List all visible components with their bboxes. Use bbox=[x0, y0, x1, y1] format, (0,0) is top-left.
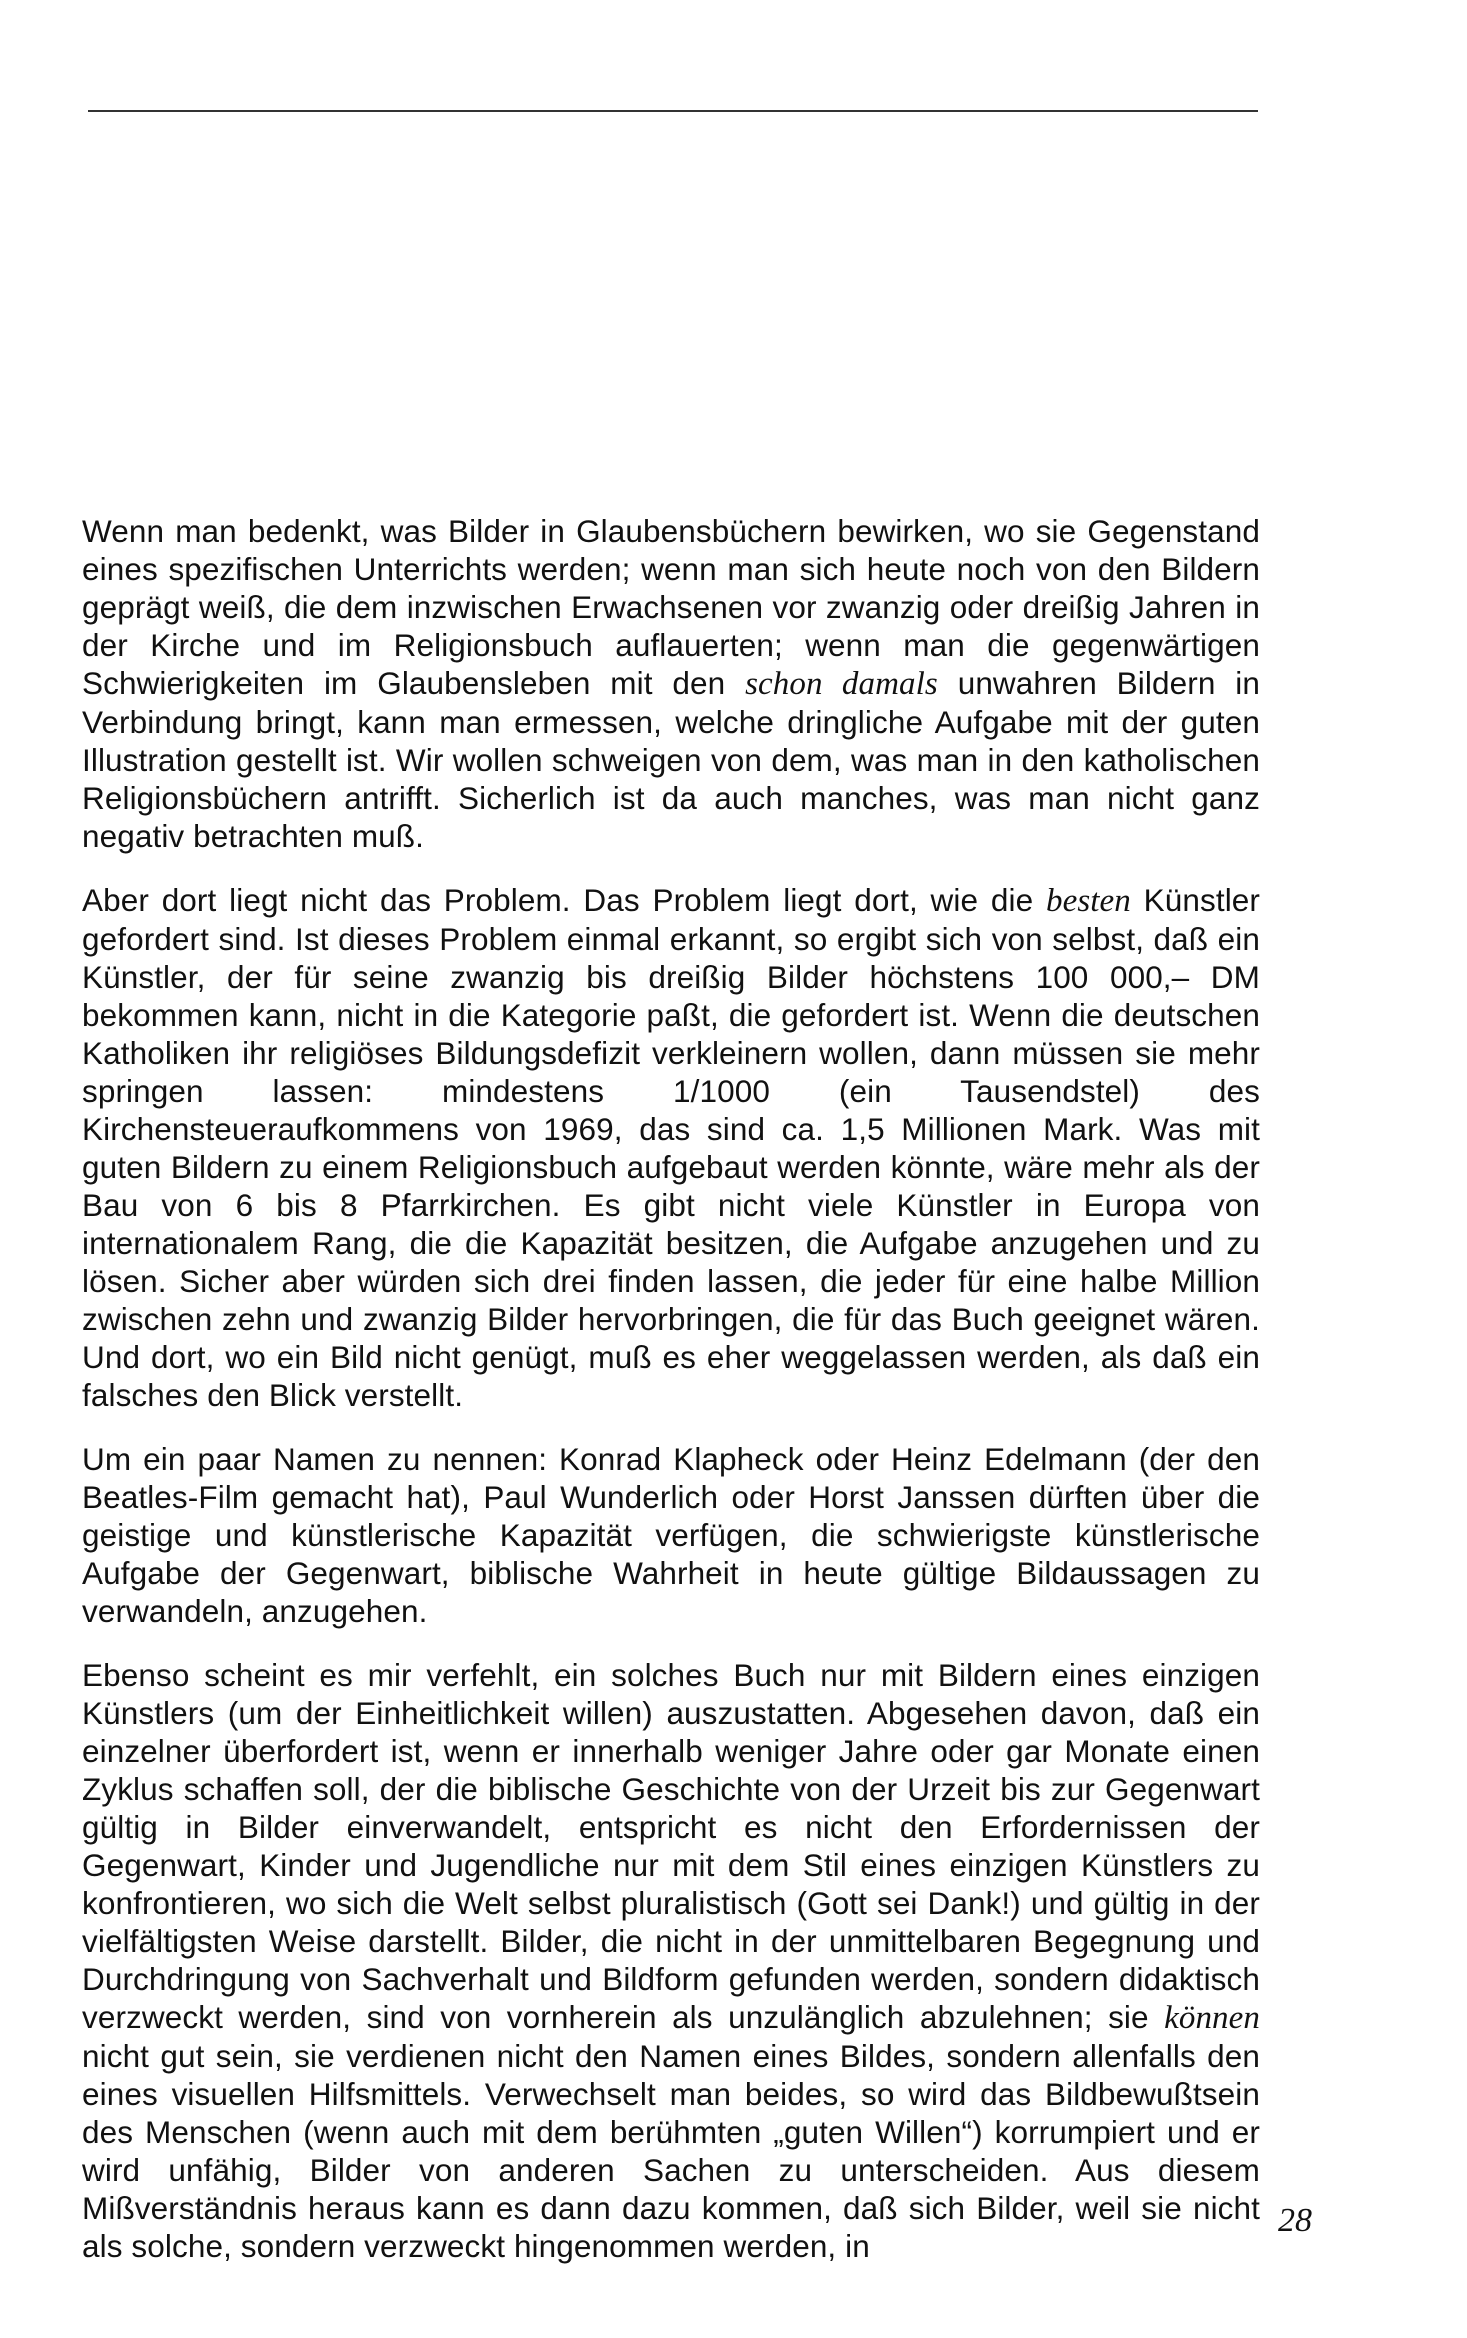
page-number: 28 bbox=[1278, 2202, 1312, 2239]
paragraph-2-text-a: Aber dort liegt nicht das Problem. Das Problem liegt dort, wie die bbox=[82, 882, 1046, 918]
paragraph-2-emphasis: besten bbox=[1045, 883, 1131, 919]
paragraph-1 bbox=[82, 512, 1260, 855]
paragraph-4-emphasis: können bbox=[1164, 2000, 1260, 2036]
paragraph-4-text-a: Ebenso scheint es mir verfehlt, ein solches Buch nur mit Bildern eines einzigen Künstlers (um der Einheitlichkeit willen) auszustatten. Abgesehen davon, daß ein einzelner überfordert ist, wenn er innerhalb weniger Jahre oder gar Monate einen Zyklus schaffen soll, der die biblische Geschichte von der Urzeit bis zur Gegenwart gültig in Bilder einverwandelt, entspricht es nicht den Erfordernissen der Gegenwart, Kinder und Jugendliche nur mit dem Stil eines einzigen Künstlers zu konfrontieren, wo sich die Welt selbst pluralistisch (Gott sei Dank!) und gültig in der vielfältigsten Weise darstellt. Bilder, die nicht in der unmittelbaren Begegnung und Durchdringung von Sachverhalt und Bildform gefunden werden, sondern didaktisch verzweckt werden, sind von vornherein als unzulänglich abzulehnen; sie bbox=[82, 1657, 1260, 2035]
paragraph-2 bbox=[82, 881, 1260, 1414]
paragraph-4 bbox=[82, 1656, 1260, 2265]
paragraph-3 bbox=[82, 1440, 1260, 1630]
paragraph-1-emphasis: schon damals bbox=[745, 666, 938, 702]
top-rule bbox=[88, 110, 1258, 112]
body-text bbox=[82, 512, 1260, 2291]
paragraph-4-text-b: nicht gut sein, sie verdienen nicht den Namen eines Bildes, sondern allenfalls den eines visuellen Hilfsmittels. Verwechselt man beides, so wird das Bildbewußtsein des Menschen (wenn auch mit dem berühmten „guten Willen“) korrumpiert und er wird unfähig, Bilder von anderen Sachen zu unterscheiden. Aus diesem Mißverständnis heraus kann es dann dazu kommen, daß sich Bilder, weil sie nicht als solche, sondern verzweckt hingenommen werden, in bbox=[82, 2038, 1260, 2264]
paragraph-2-text-b: Künstler gefordert sind. Ist dieses Problem einmal erkannt, so ergibt sich von selbst, daß ein Künstler, der für seine zwanzig bis dreißig Bilder höchstens 100 000,– DM bekommen kann, nicht in die Kategorie paßt, die gefordert ist. Wenn die deutschen Katholiken ihr religiöses Bildungsdefizit verkleinern wollen, dann müssen sie mehr springen lassen: mindestens 1/1000 (ein Tausendstel) des Kirchensteueraufkommens von 1969, das sind ca. 1,5 Millionen Mark. Was mit guten Bildern zu einem Religionsbuch aufgebaut werden könnte, wäre mehr als der Bau von 6 bis 8 Pfarrkirchen. Es gibt nicht viele Künstler in Europa von internationalem Rang, die die Kapazität besitzen, die Aufgabe anzugehen und zu lösen. Sicher aber würden sich drei finden lassen, die jeder für eine halbe Million zwischen zehn und zwanzig Bilder hervorbringen, die für das Buch geeignet wären. Und dort, wo ein Bild nicht genügt, muß es eher weggelassen werden, als daß ein falsches den Blick verstellt. bbox=[82, 882, 1261, 1413]
paragraph-3-text: Um ein paar Namen zu nennen: Konrad Klapheck oder Heinz Edelmann (der den Beatles-Film gemacht hat), Paul Wunderlich oder Horst Janssen dürften über die geistige und künstlerische Kapazität verfügen, die schwierigste künstlerische Aufgabe der Gegenwart, biblische Wahrheit in heute gültige Bildaussagen zu verwandeln, anzugehen. bbox=[82, 1441, 1260, 1629]
paragraph-1-text-a: Wenn man bedenkt, was Bilder in Glaubensbüchern bewirken, wo sie Gegenstand eines spezifischen Unterrichts werden; wenn man sich heute noch von den Bildern geprägt weiß, die dem inzwischen Erwachsenen vor zwanzig oder dreißig Jahren in der Kirche und im Religionsbuch auflauerten; wenn man die gegenwärtigen Schwierigkeiten im Glaubensleben mit den bbox=[82, 513, 1260, 701]
paragraph-1-text-b: unwahren Bildern in Verbindung bringt, kann man ermessen, welche dringliche Aufgabe mit der guten Illustration gestellt ist. Wir wollen schweigen von dem, was man in den katholischen Religionsbüchern antrifft. Sicherlich ist da auch manches, was man nicht ganz negativ betrachten muß. bbox=[82, 665, 1260, 854]
